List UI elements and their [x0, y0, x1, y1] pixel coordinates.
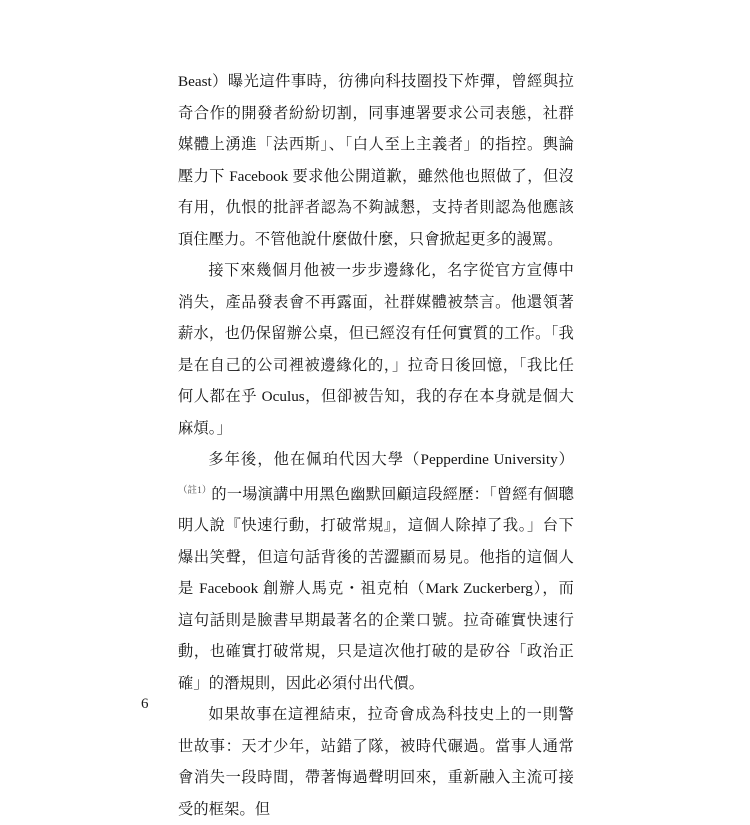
page-number: 6 — [141, 696, 149, 712]
person-name-latin: Mark Zuckerberg — [425, 580, 533, 598]
brand-facebook-2: Facebook — [199, 580, 259, 598]
paragraph-1: Beast）曝光這件事時，彷彿向科技圈投下炸彈，曾經與拉奇合作的開發者紛紛切割，同事連署要求公司表態，社群媒體上湧進「法西斯」、「白人至上主義者」的指控。輿論壓力下 Facebook 要求他公開道歉，雖然他也照做了，但沒有用，仇恨的批評者認為不夠誠懇，支持者則認為他應該頂住壓力。不管他說什麼做什麼，只會掀起更多的謾罵。 — [178, 73, 574, 248]
paragraph-1-lead-latin: Beast — [178, 73, 212, 90]
paragraph-2: 接下來幾個月他被一步步邊緣化，名字從官方宣傳中消失，產品發表會不再露面，社群媒體被禁言。他還領著薪水，也仍保留辦公桌，但已經沒有任何實質的工作。「我是在自己的公司裡被邊緣化的，」拉奇日後回憶，「我比任何人都在乎 Oculus，但卻被告知，我的存在本身就是個大麻煩。」 — [178, 262, 575, 437]
brand-oculus: Oculus — [261, 388, 305, 405]
footnote-marker-1: （註1） — [178, 485, 212, 496]
brand-facebook-1: Facebook — [229, 167, 289, 185]
university-name-latin: Pepperdine University — [420, 451, 558, 468]
paragraph-3: 多年後，他在佩珀代因大學（Pepperdine University）$^{(註1)}$的一場演講中用黑色幽默回顧這段經歷：「曾經有個聰明人說『快速行動，打破常規』，這個人除掉了我。」台下爆出笑聲，但這句話背後的苦澀顯而易見。他指的這個人是 Facebook 創辦人馬克・祖克柏（Mark Zuckerberg），而這句話則是臉書早期最著名的企業口號。拉奇確實快速行動，也確實打破常規，只是這次他打破的是矽谷「政治正確」的潛規則，因此必須付出代價。 — [178, 451, 575, 692]
body-text-column — [178, 66, 574, 825]
paragraph-4: 如果故事在這裡結束，拉奇會成為科技史上的一則警世故事：天才少年，站錯了隊，被時代碾過。當事人通常會消失一段時間，帶著悔過聲明回來，重新融入主流可接受的框架。但 — [178, 706, 574, 818]
